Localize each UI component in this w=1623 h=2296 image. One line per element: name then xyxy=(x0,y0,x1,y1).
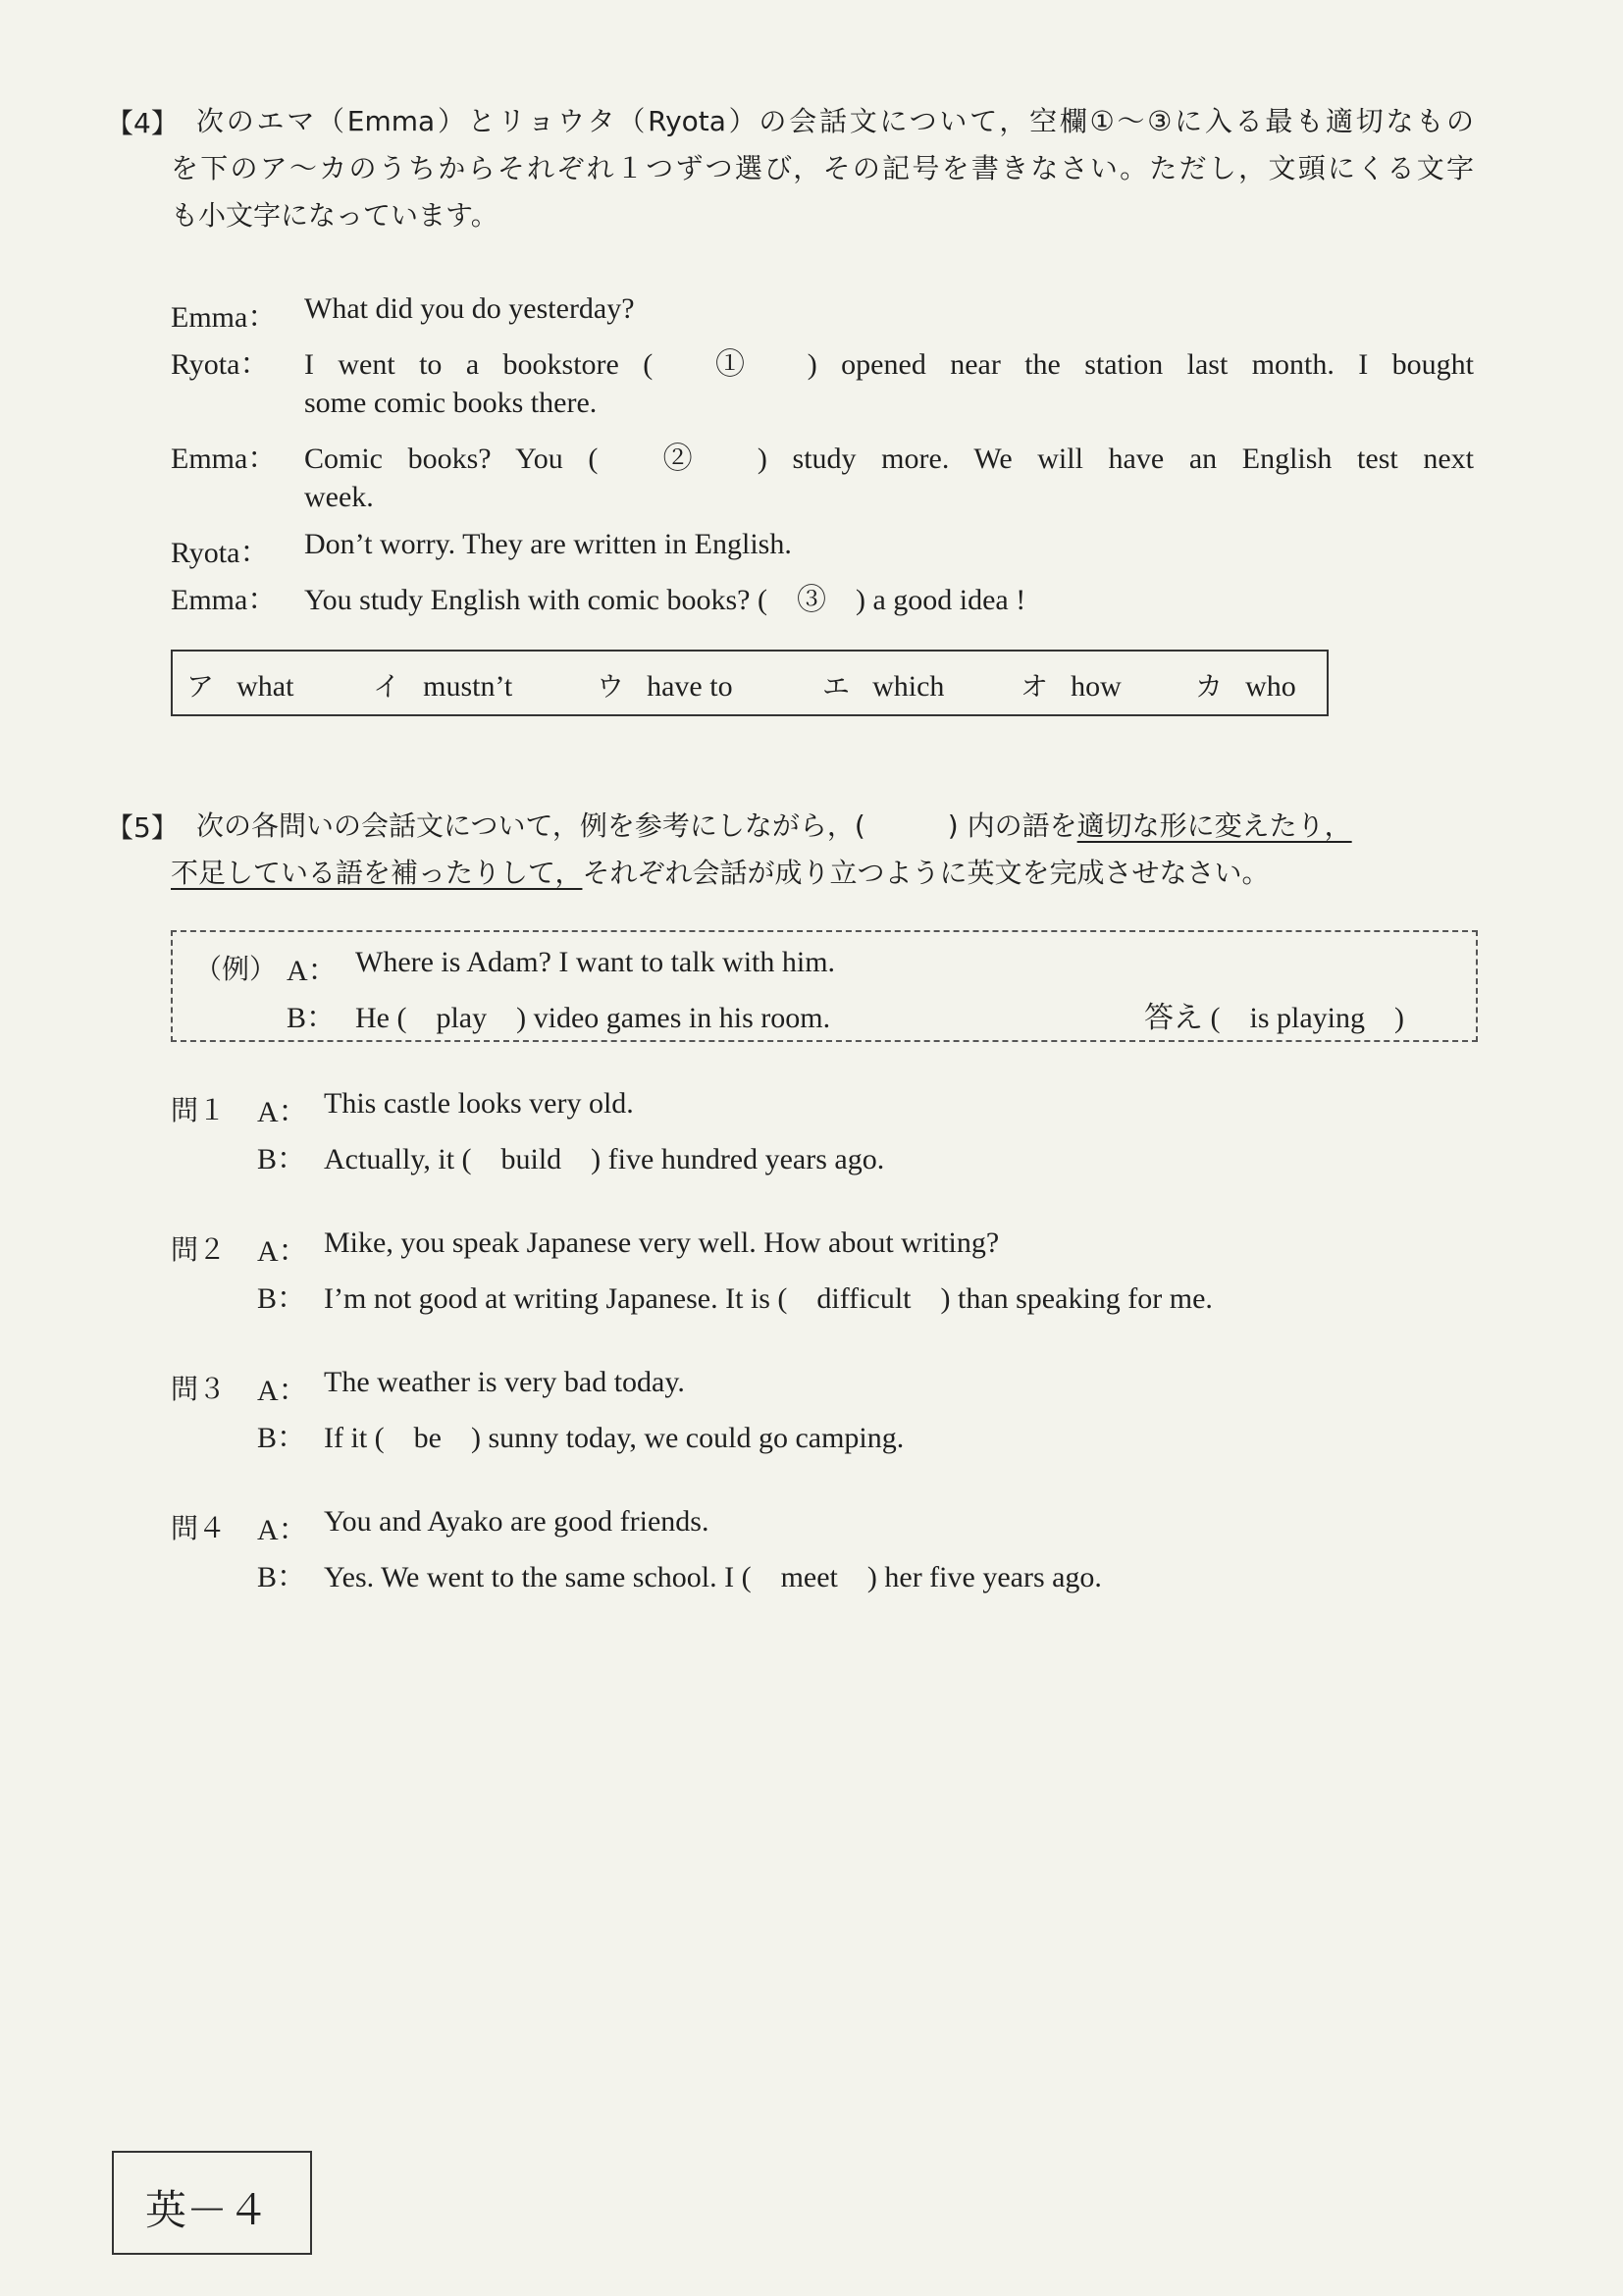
example-a-text: Where is Adam? I want to talk with him. xyxy=(355,946,836,978)
speaker-a: A： xyxy=(257,1514,308,1546)
dialogue-line: Don’t worry. They are written in English. xyxy=(304,528,792,560)
option-mark: カ xyxy=(1195,670,1224,703)
question-label: 問３ xyxy=(171,1373,227,1405)
q4-instruction-line2: を下のア～カのうちからそれぞれ１つずつ選び，その記号を書きなさい。ただし，文頭にくる文字 xyxy=(171,152,1474,184)
option-u xyxy=(597,665,733,704)
option-mark: ウ xyxy=(597,670,625,703)
q5-instruction-line2b: それぞれ会話が成り立つように英文を完成させなさい。 xyxy=(582,857,1270,889)
speaker-b: B： xyxy=(257,1422,307,1454)
speaker-b: B： xyxy=(257,1143,307,1175)
q5-instruction-line2a: 不足している語を補ったりして， xyxy=(171,857,583,889)
option-text: who xyxy=(1245,670,1296,703)
dialogue-speaker: Emma： xyxy=(171,443,278,475)
speaker-b: B： xyxy=(257,1561,307,1593)
option-o xyxy=(1021,665,1122,704)
question-a-text: You and Ayako are good friends. xyxy=(324,1505,709,1538)
example-label: （例） xyxy=(194,953,278,985)
option-mark: ア xyxy=(186,670,215,703)
option-text: which xyxy=(872,670,945,703)
q4-instruction-line3: も小文字になっています。 xyxy=(171,199,498,232)
q5-instruction-line1 xyxy=(196,803,1352,850)
question-b-text: Yes. We went to the same school. I ( meet ) her five years ago. xyxy=(324,1561,1102,1593)
q5-instruction-line2 xyxy=(171,850,1269,897)
dialogue-line: You study English with comic books? ( ③ ) a good idea ! xyxy=(304,584,1026,616)
page-label: 英－４ xyxy=(145,2186,270,2234)
option-text: have to xyxy=(647,670,733,703)
question-label: 問１ xyxy=(171,1094,227,1126)
example-answer: 答え ( is playing ) xyxy=(1144,1002,1404,1034)
question-a-text: The weather is very bad today. xyxy=(324,1366,685,1398)
example-b-text: He ( play ) video games in his room. xyxy=(355,1002,831,1034)
dialogue-line-cont: some comic books there. xyxy=(304,387,598,419)
q5-instruction-line1b: 適切な形に変えたり， xyxy=(1076,809,1352,842)
option-i xyxy=(373,665,512,704)
dialogue-line-cont: week. xyxy=(304,481,374,513)
speaker-a: A： xyxy=(257,1375,308,1407)
question-a-text: This castle looks very old. xyxy=(324,1087,634,1120)
dialogue-speaker: Ryota： xyxy=(171,537,270,569)
option-e xyxy=(822,665,944,704)
question-label: 問４ xyxy=(171,1512,227,1544)
dialogue-speaker: Ryota： xyxy=(171,348,270,381)
dialogue-line: I went to a bookstore ( ① ) opened near the station last month. I bought xyxy=(304,348,1474,381)
q4-number: 【4】 xyxy=(106,107,179,139)
q5-instruction-line1a: 次の各問いの会話文について，例を参考にしながら，( ) 内の語を xyxy=(196,809,1077,842)
question-b-text: If it ( be ) sunny today, we could go camping. xyxy=(324,1422,905,1454)
option-a xyxy=(186,665,293,704)
option-text: what xyxy=(236,670,294,703)
option-text: how xyxy=(1071,670,1122,703)
example-a-speaker: A： xyxy=(287,955,338,987)
question-b-text: Actually, it ( build ) five hundred years ago. xyxy=(324,1143,885,1175)
option-text: mustn’t xyxy=(423,670,513,703)
speaker-a: A： xyxy=(257,1235,308,1268)
q4-instruction-line1: 次のエマ（Emma）とリョウタ（Ryota）の会話文について，空欄①～③に入る最も適切なもの xyxy=(196,105,1474,137)
question-b-text: I’m not good at writing Japanese. It is ( difficult ) than speaking for me. xyxy=(324,1282,1213,1315)
option-mark: エ xyxy=(822,670,851,703)
option-mark: イ xyxy=(373,670,401,703)
dialogue-line: Comic books? You ( ② ) study more. We will have an English test next xyxy=(304,443,1474,475)
options-box xyxy=(171,650,1329,716)
speaker-a: A： xyxy=(257,1096,308,1128)
dialogue-speaker: Emma： xyxy=(171,301,278,334)
question-a-text: Mike, you speak Japanese very well. How about writing? xyxy=(324,1226,1000,1259)
question-label: 問２ xyxy=(171,1233,227,1266)
speaker-b: B： xyxy=(257,1282,307,1315)
dialogue-line: What did you do yesterday? xyxy=(304,292,635,325)
q5-number: 【5】 xyxy=(106,811,179,844)
option-ka xyxy=(1195,665,1296,704)
dialogue-speaker: Emma： xyxy=(171,584,278,616)
example-b-speaker: B： xyxy=(287,1002,337,1034)
option-mark: オ xyxy=(1021,670,1049,703)
